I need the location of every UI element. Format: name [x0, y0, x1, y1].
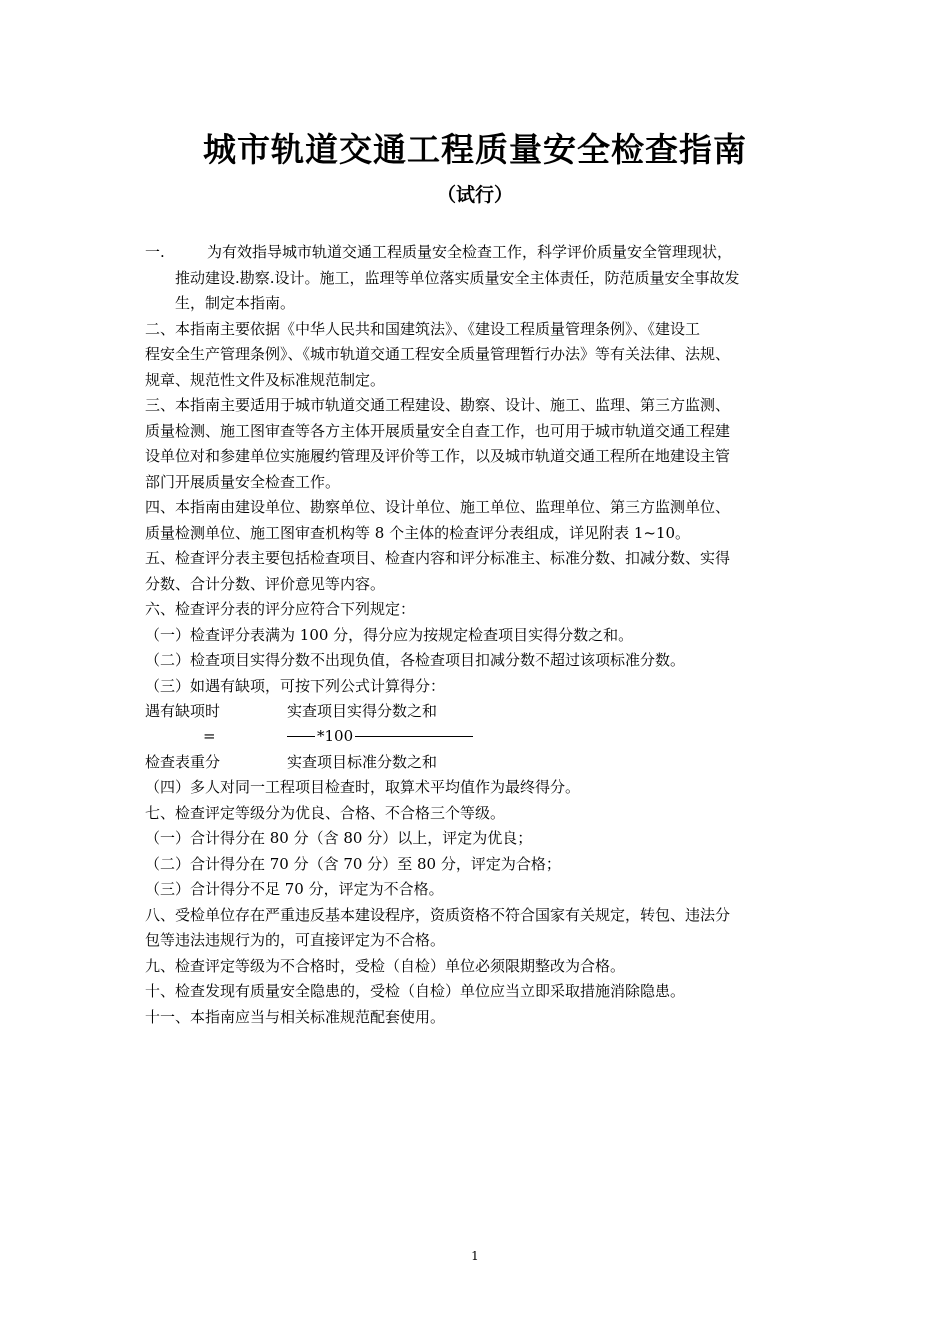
item-6-sub-3: （三）如遇有缺项，可按下列公式计算得分： — [145, 676, 446, 695]
formula-numerator: 实查项目实得分数之和 — [287, 702, 438, 720]
item-11 — [145, 1005, 825, 1031]
item-7-sub-1: （一）合计得分在 80 分（含 80 分）以上，评定为优良； — [145, 829, 533, 847]
item-1 — [145, 240, 825, 317]
item-4 — [145, 495, 825, 546]
document-subtitle: （试行） — [436, 184, 513, 206]
page-number: 1 — [471, 1249, 479, 1263]
document-title: 城市轨道交通工程质量安全检查指南 — [203, 130, 747, 169]
item-7-sub-3: （三）合计得分不足 70 分，评定为不合格。 — [145, 880, 444, 898]
item-7-heading: 七、检查评定等级分为优良、合格、不合格三个等级。 — [145, 803, 506, 822]
item-2 — [145, 317, 825, 394]
formula-left-bottom: 检查表重分 — [145, 753, 221, 771]
item-5 — [145, 546, 825, 597]
item-9 — [145, 954, 825, 980]
item-1-line1: 为有效指导城市轨道交通工程质量安全检查工作，科学评价质量安全管理现状， — [207, 243, 733, 261]
item-3-line3: 设单位对和参建单位实施履约管理及评价等工作，以及城市轨道交通工程所在地建设主管 — [145, 447, 731, 465]
item-6-4 — [145, 775, 825, 801]
formula-left-top: 遇有缺项时 — [145, 702, 221, 720]
item-8-line2: 包等违法违规行为的，可直接评定为不合格。 — [145, 931, 446, 949]
item-3-line2: 质量检测、施工图审查等各方主体开展质量安全自查工作，也可用于城市轨道交通工程建 — [145, 421, 731, 440]
item-6-heading: 六、检查评分表的评分应符合下列规定： — [145, 600, 416, 618]
item-8 — [145, 903, 825, 954]
score-formula — [145, 699, 825, 775]
item-10-line: 十、检查发现有质量安全隐患的，受检（自检）单位应当立即采取措施消除隐患。 — [145, 982, 686, 1000]
item-2-line1: 二、本指南主要依据《中华人民共和国建筑法》、《建设工程质量管理条例》、《建设工 — [145, 319, 701, 338]
item-2-line3: 规章、规范性文件及标准规范制定。 — [145, 370, 386, 389]
item-3-line4: 部门开展质量安全检查工作。 — [145, 472, 341, 491]
item-6-sub-1: （一）检查评分表满为 100 分，得分应为按规定检查项目实得分数之和。 — [145, 625, 634, 644]
item-1-line2: 推动建设.勘察.设计。施工，监理等单位落实质量安全主体责任，防范质量安全事故发 — [175, 268, 740, 287]
item-5-line2: 分数、合计分数、评价意见等内容。 — [145, 574, 386, 593]
item-9-line: 九、检查评定等级为不合格时，受检（自检）单位必须限期整改为合格。 — [145, 956, 626, 975]
item-2-line2: 程安全生产管理条例》、《城市轨道交通工程安全质量管理暂行办法》等有关法律、法规、 — [145, 345, 731, 363]
item-1-line3: 生，制定本指南。 — [175, 294, 296, 312]
item-1-label: 一. — [145, 243, 165, 261]
item-7-sub-2: （二）合计得分在 70 分（含 70 分）至 80 分，评定为合格； — [145, 854, 561, 873]
item-5-line1: 五、检查评分表主要包括检查项目、检查内容和评分标准主、标准分数、扣减分数、实得 — [145, 549, 731, 567]
item-3-line1: 三、本指南主要适用于城市轨道交通工程建设、勘察、设计、施工、监理、第三方监测、 — [145, 396, 731, 414]
item-6-sub-4: （四）多人对同一工程项目检查时，取算术平均值作为最终得分。 — [145, 778, 581, 796]
item-8-line1: 八、受检单位存在严重违反基本建设程序，资质资格不符合国家有关规定，转包、违法分 — [145, 905, 731, 924]
document-body — [145, 240, 825, 1030]
item-3 — [145, 393, 825, 495]
formula-multiplier: *100 — [315, 724, 355, 750]
item-4-line1: 四、本指南由建设单位、勘察单位、设计单位、施工单位、监理单位、第三方监测单位、 — [145, 498, 731, 516]
item-10 — [145, 979, 825, 1005]
formula-denominator: 实查项目标准分数之和 — [287, 753, 438, 771]
item-4-line2: 质量检测单位、施工图审查机构等 8 个主体的检查评分表组成，详见附表 1~10。 — [145, 523, 691, 542]
item-6-sub-2: （二）检查项目实得分数不出现负值，各检查项目扣减分数不超过该项标准分数。 — [145, 651, 686, 669]
item-6 — [145, 597, 825, 699]
item-11-line: 十一、本指南应当与相关标准规范配套使用。 — [145, 1007, 446, 1026]
item-7 — [145, 801, 825, 903]
formula-equals: = — [203, 727, 216, 745]
